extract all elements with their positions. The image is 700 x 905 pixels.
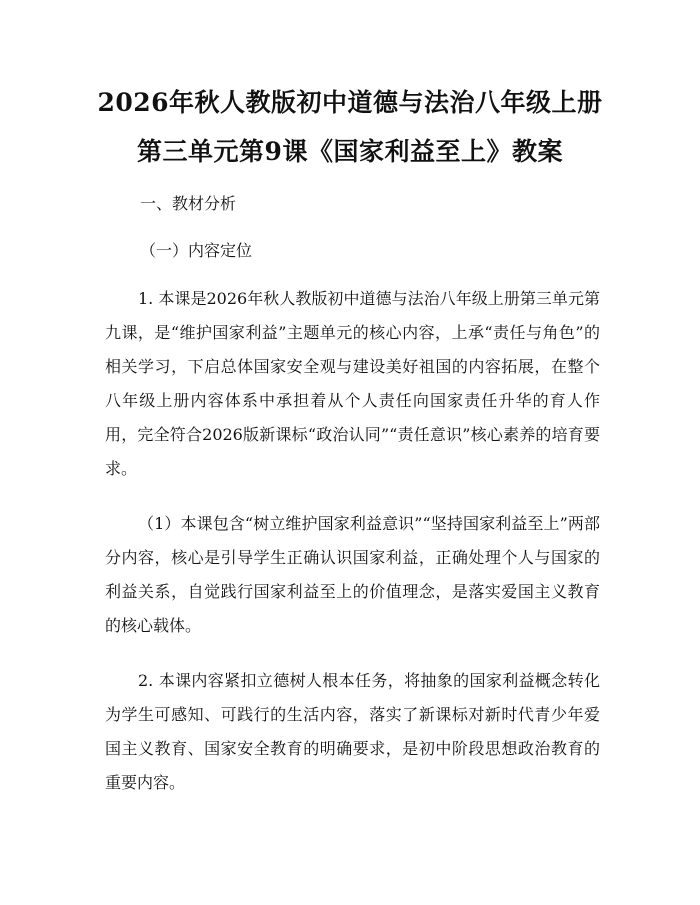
subsection-heading: （一）内容定位 (140, 241, 253, 260)
document-title-line-2: 第三单元第9课《国家利益至上》教案 (137, 137, 563, 166)
section-heading: 一、教材分析 (140, 194, 237, 213)
document-title-line-1: 2026年秋人教版初中道德与法治八年级上册 (97, 88, 603, 117)
paragraph-2: （1）本课包含“树立维护国家利益意识”“坚持国家利益至上”两部分内容，核心是引导学生正确认识国家利益，正确处理个人与国家的利益关系，自觉践行国家利益至上的价值理念，是落实爱国主义教育的核心载体。 (105, 514, 600, 635)
paragraph-1: 1. 本课是2026年秋人教版初中道德与法治八年级上册第三单元第九课，是“维护国家利益”主题单元的核心内容，上承“责任与角色”的相关学习，下启总体国家安全观与建设美好祖国的内容拓展，在整个八年级上册内容体系中承担着从个人责任向国家责任升华的育人作用，完全符合2026版新课标“政治认同”“责任意识”核心素养的培育要求。 (105, 289, 600, 478)
paragraph-3: 2. 本课内容紧扣立德树人根本任务，将抽象的国家利益概念转化为学生可感知、可践行的生活内容，落实了新课标对新时代青少年爱国主义教育、国家安全教育的明确要求，是初中阶段思想政治教育的重要内容。 (105, 671, 600, 792)
